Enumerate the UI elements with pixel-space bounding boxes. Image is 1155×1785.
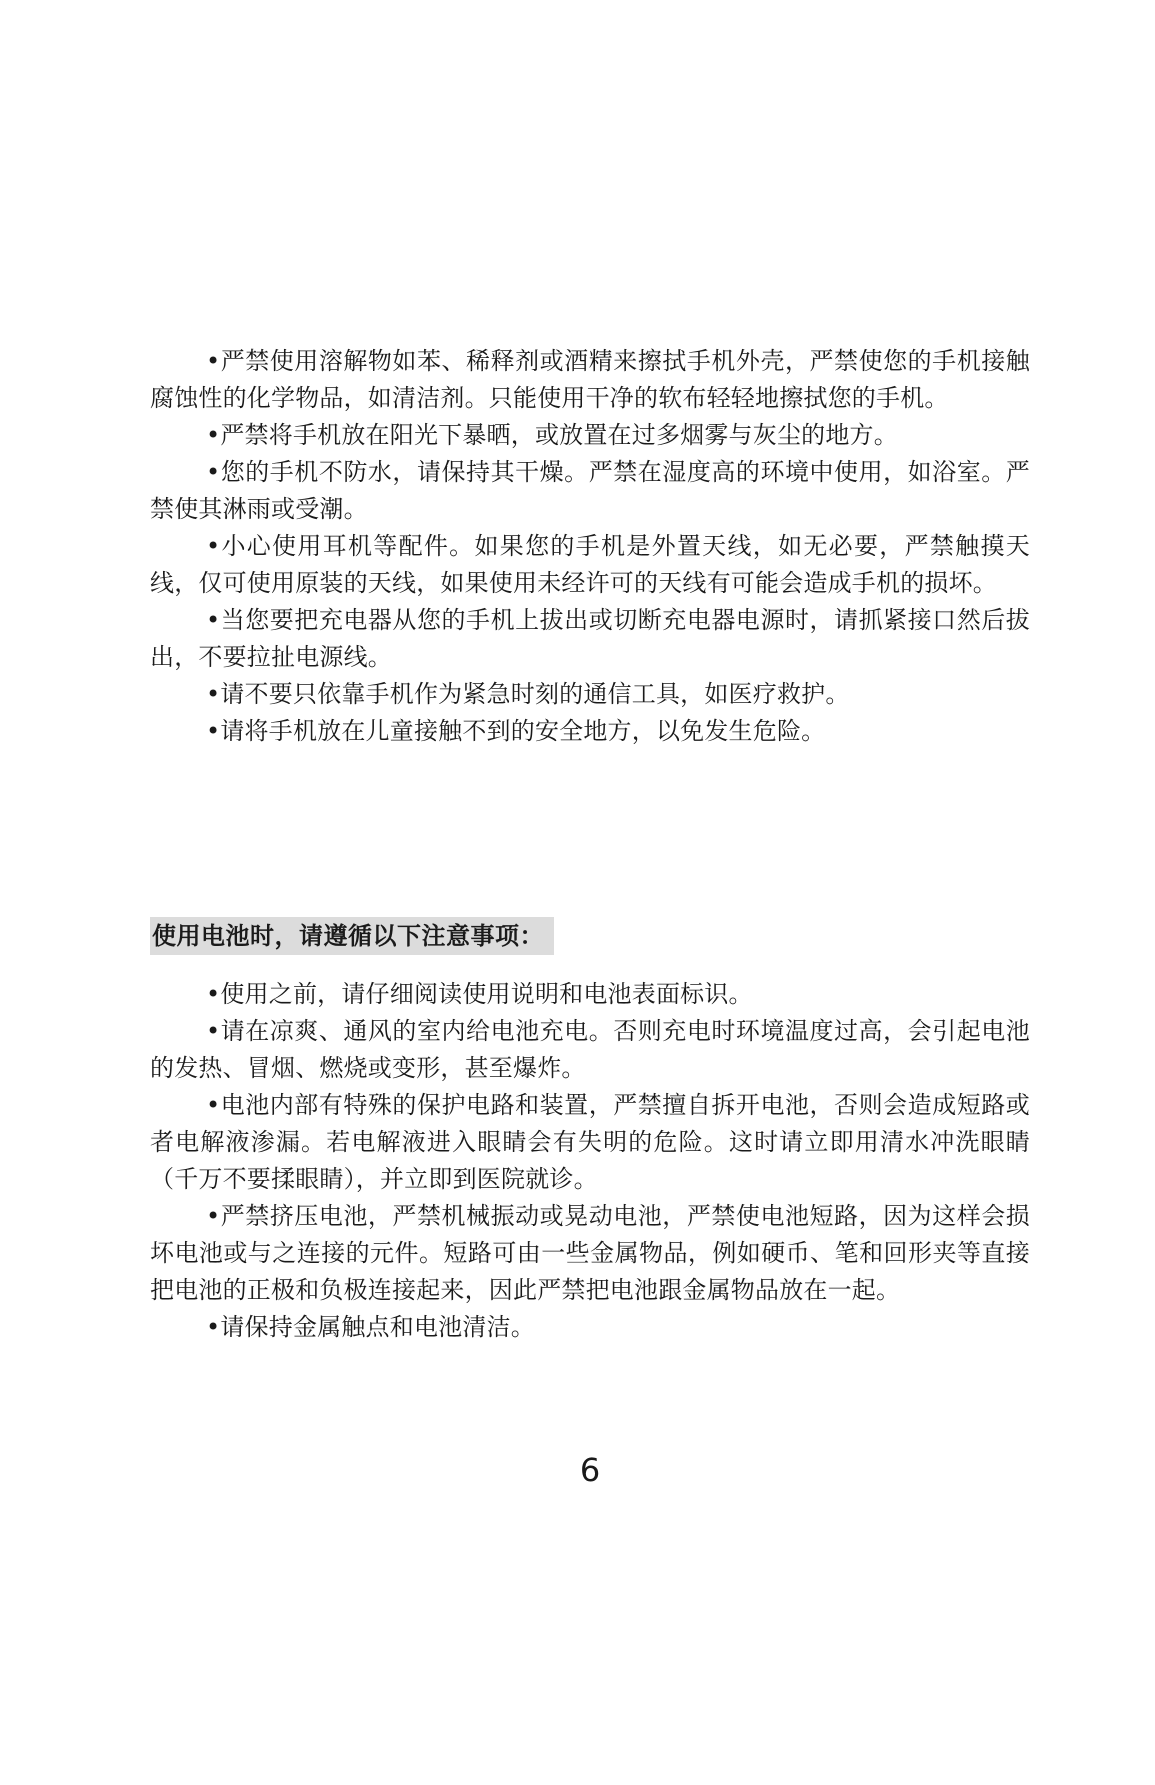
paragraph-children: •请将手机放在儿童接触不到的安全地方，以免发生危险。 xyxy=(206,717,826,745)
phone-care-section xyxy=(150,343,1030,750)
paragraph-charger: •当您要把充电器从您的手机上拔出或切断充电器电源时，请抓紧接口然后拔出，不要拉扯电源线。 xyxy=(150,606,1030,671)
paragraph-waterproof: •您的手机不防水，请保持其干燥。严禁在湿度高的环境中使用，如浴室。严禁使其淋雨或受潮。 xyxy=(150,458,1030,523)
paragraph-read-manual: •使用之前，请仔细阅读使用说明和电池表面标识。 xyxy=(206,980,753,1008)
paragraph-antenna: •小心使用耳机等配件。如果您的手机是外置天线，如无必要，严禁触摸天线，仅可使用原装的天线，如果使用未经许可的天线有可能会造成手机的损坏。 xyxy=(150,532,1030,597)
paragraph-disassembly: •电池内部有特殊的保护电路和装置，严禁擅自拆开电池，否则会造成短路或者电解液渗漏。若电解液进入眼睛会有失明的危险。这时请立即用清水冲洗眼睛（千万不要揉眼睛），并立即到医院就诊。 xyxy=(150,1091,1030,1193)
page-number: 6 xyxy=(579,1451,601,1489)
battery-section-heading: 使用电池时，请遵循以下注意事项： xyxy=(150,917,554,955)
paragraph-clean-contacts: •请保持金属触点和电池清洁。 xyxy=(206,1313,535,1341)
paragraph-solvents: •严禁使用溶解物如苯、稀释剂或酒精来擦拭手机外壳，严禁使您的手机接触腐蚀性的化学物品，如清洁剂。只能使用干净的软布轻轻地擦拭您的手机。 xyxy=(150,347,1030,412)
paragraph-emergency: •请不要只依靠手机作为紧急时刻的通信工具，如医疗救护。 xyxy=(206,680,850,708)
paragraph-short-circuit: •严禁挤压电池，严禁机械振动或晃动电池，严禁使电池短路，因为这样会损坏电池或与之连接的元件。短路可由一些金属物品，例如硬币、笔和回形夹等直接把电池的正极和负极连接起来，因此严禁把电池跟金属物品放在一起。 xyxy=(150,1202,1030,1304)
paragraph-sunlight: •严禁将手机放在阳光下暴晒，或放置在过多烟雾与灰尘的地方。 xyxy=(206,421,898,449)
battery-heading-wrap xyxy=(150,917,554,955)
document-page xyxy=(150,0,1030,1785)
battery-section xyxy=(150,976,1030,1346)
paragraph-cool-charging: •请在凉爽、通风的室内给电池充电。否则充电时环境温度过高，会引起电池的发热、冒烟、燃烧或变形，甚至爆炸。 xyxy=(150,1017,1030,1082)
